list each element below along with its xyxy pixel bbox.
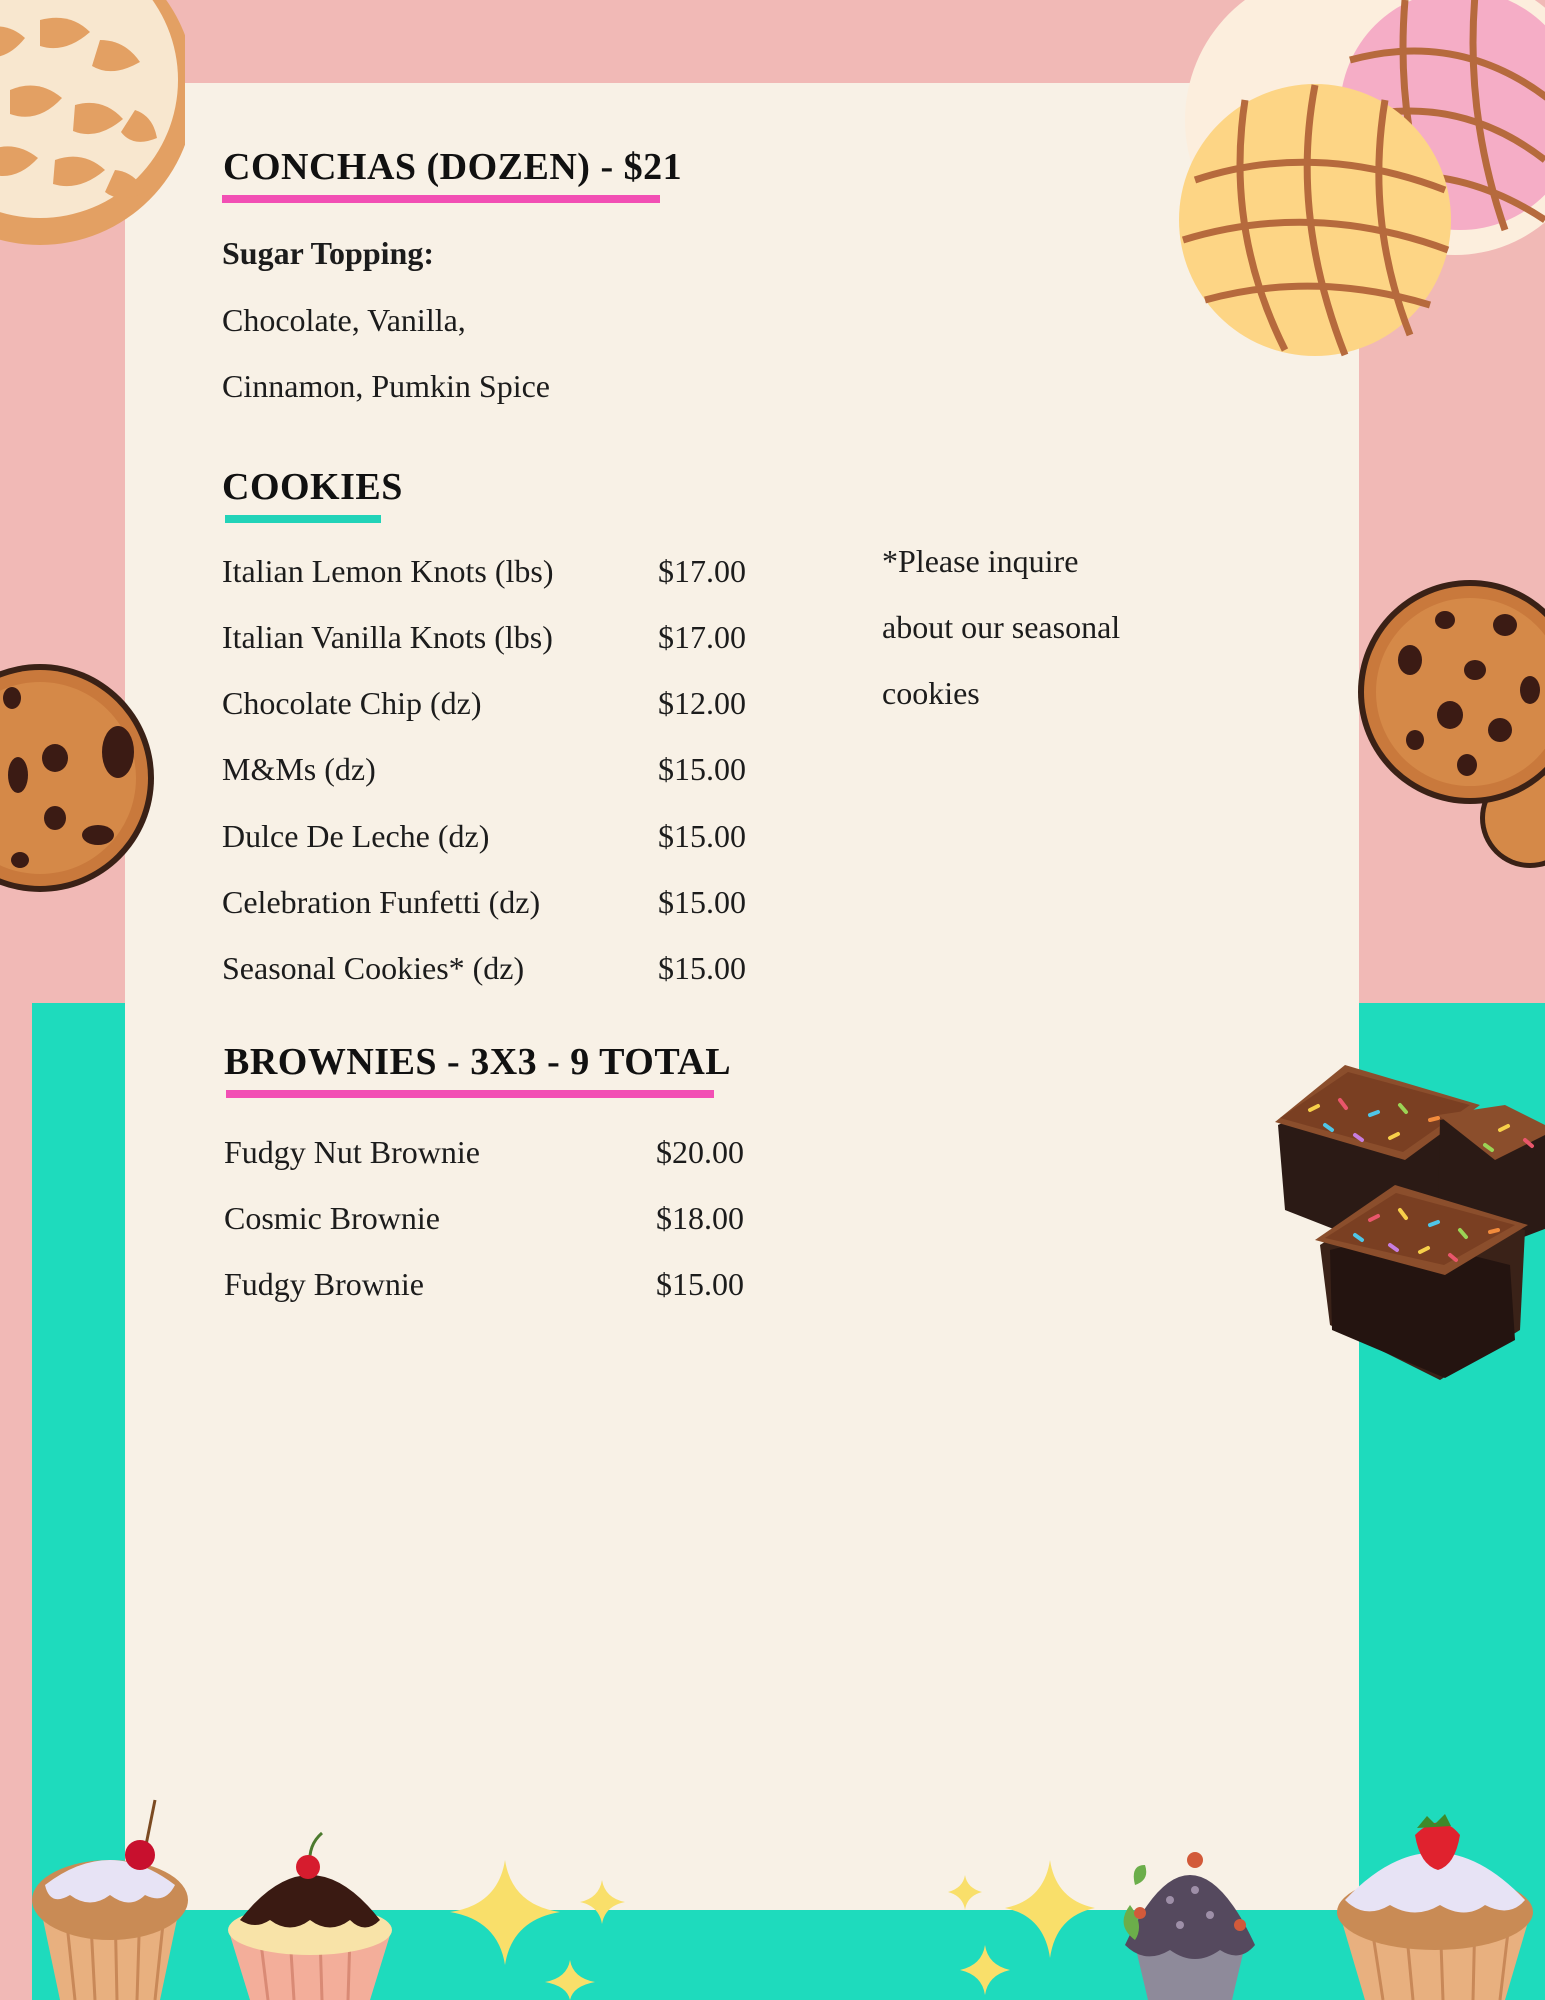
seasonal-note-line-2: about our seasonal	[882, 609, 1121, 645]
concha-orange-icon	[0, 0, 185, 260]
cookie-item-price: $15.00	[658, 884, 746, 920]
cookie-item-price: $17.00	[658, 553, 746, 589]
seasonal-note-line-3: cookies	[882, 675, 980, 711]
cookie-item-price: $15.00	[658, 818, 746, 854]
menu-panel	[125, 83, 1359, 1910]
cookie-item-name: M&Ms (dz)	[222, 751, 376, 787]
cookie-item-price: $15.00	[658, 950, 746, 986]
brownie-item-price: $20.00	[656, 1134, 744, 1170]
cupcake-purple-icon	[1110, 1845, 1270, 2000]
cookie-item-name: Italian Vanilla Knots (lbs)	[222, 619, 553, 655]
brownies-heading: BROWNIES - 3X3 - 9 TOTAL	[224, 1041, 732, 1083]
brownie-item-name: Fudgy Brownie	[224, 1266, 424, 1302]
cookie-right-icon	[1355, 580, 1545, 880]
cookie-item-name: Celebration Funfetti (dz)	[222, 884, 541, 920]
cookie-item-name: Chocolate Chip (dz)	[222, 685, 482, 721]
cookies-heading: COOKIES	[222, 466, 403, 508]
brownie-item-price: $15.00	[656, 1266, 744, 1302]
cookie-item-name: Dulce De Leche (dz)	[222, 818, 490, 854]
cookie-left-icon	[0, 660, 160, 900]
cookie-item-price: $17.00	[658, 619, 746, 655]
sparkles-right-icon	[940, 1850, 1100, 2000]
conchas-heading: CONCHAS (DOZEN) - $21	[223, 146, 683, 188]
cupcake-chocolate-icon	[220, 1825, 400, 2000]
cupcake-cherry-icon	[25, 1795, 195, 2000]
cupcake-strawberry-icon	[1325, 1800, 1545, 2000]
cookie-item-price: $12.00	[658, 685, 746, 721]
concha-flavors-line-2: Cinnamon, Pumkin Spice	[222, 368, 550, 404]
brownie-item-name: Cosmic Brownie	[224, 1200, 440, 1236]
brownies-underline	[226, 1090, 714, 1098]
cookie-item-price: $15.00	[658, 751, 746, 787]
brownie-item-price: $18.00	[656, 1200, 744, 1236]
concha-yellow-icon	[1175, 80, 1455, 360]
cookie-item-name: Italian Lemon Knots (lbs)	[222, 553, 554, 589]
brownies-icon	[1270, 1060, 1545, 1380]
sugar-topping-label: Sugar Topping:	[222, 235, 434, 271]
concha-flavors-line-1: Chocolate, Vanilla,	[222, 302, 466, 338]
conchas-underline	[222, 195, 660, 203]
sparkles-icon	[420, 1850, 640, 2000]
cookies-underline	[225, 515, 381, 523]
brownie-item-name: Fudgy Nut Brownie	[224, 1134, 480, 1170]
cookie-item-name: Seasonal Cookies* (dz)	[222, 950, 525, 986]
seasonal-note-line-1: *Please inquire	[882, 543, 1079, 579]
